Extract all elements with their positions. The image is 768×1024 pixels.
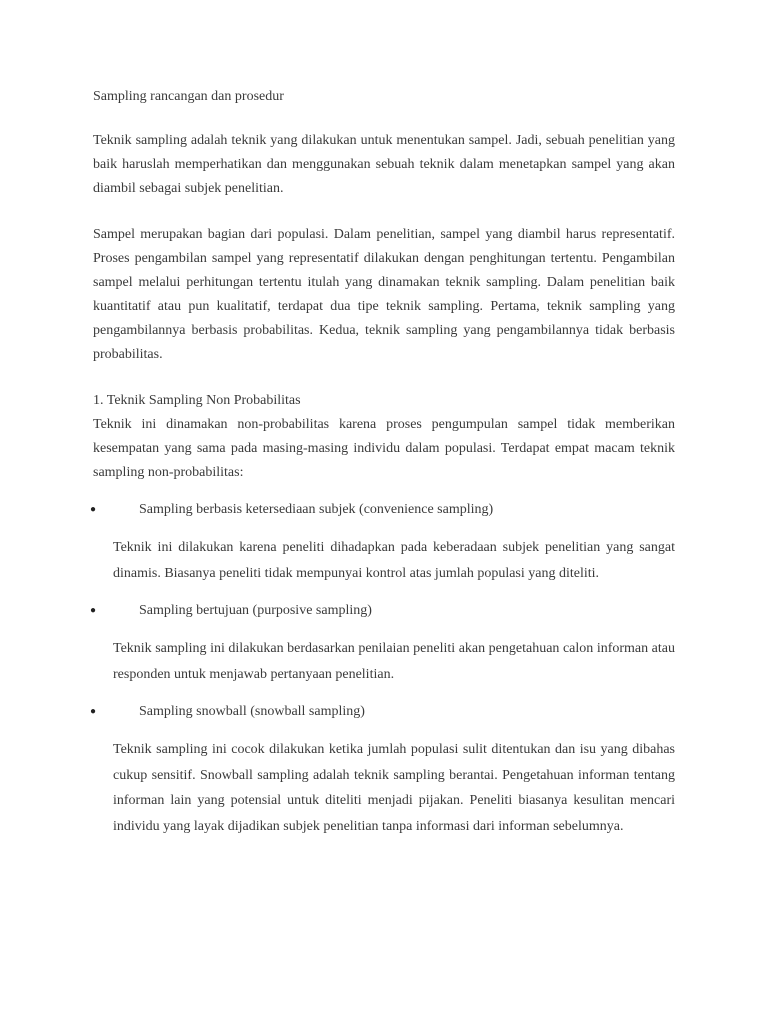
section-intro: Teknik ini dinamakan non-probabilitas karena proses pengumpulan sampel tidak memberikan kesempatan yang sama pada masing-masing individu dalam populasi. Terdapat empat macam teknik sampling non-probabilitas: — [93, 417, 675, 480]
bullet-icon: ● — [89, 605, 97, 616]
list-item-description: Teknik sampling ini cocok dilakukan ketika jumlah populasi sulit ditentukan dan isu yang dibahas cukup sensitif. Snowball sampling adalah teknik sampling berantai. Pengetahuan informan tentang informan lain yang potensial untuk diteliti menjadi pijakan. Peneliti biasanya kesulitan mencari individu yang layak dijadikan subjek penelitian tanpa informasi dari informan sebelumnya. — [113, 742, 675, 834]
list-item-convenience — [89, 499, 675, 521]
bullet-icon: ● — [89, 706, 97, 717]
list-item-label: Sampling berbasis ketersediaan subjek (convenience sampling) — [139, 502, 494, 517]
section-heading: 1. Teknik Sampling Non Probabilitas — [93, 393, 301, 408]
list-item-description: Teknik ini dilakukan karena peneliti dihadapkan pada keberadaan subjek penelitian yang sangat dinamis. Biasanya peneliti tidak mempunyai kontrol atas jumlah populasi yang diteliti. — [113, 540, 675, 581]
list-item-label: Sampling snowball (snowball sampling) — [139, 704, 365, 719]
paragraph-population: Sampel merupakan bagian dari populasi. Dalam penelitian, sampel yang diambil harus representatif. Proses pengambilan sampel yang representatif dilakukan dengan penghitungan tertentu. Pengambilan sampel melalui perhitungan tertentu itulah yang dinamakan teknik sampling. Dalam penelitian baik kuantitatif atau pun kualitatif, terdapat dua tipe teknik sampling. Pertama, teknik sampling yang pengambilannya berbasis probabilitas. Kedua, teknik sampling yang pengambilannya tidak berbasis probabilitas. — [93, 227, 675, 362]
bullet-icon: ● — [89, 504, 97, 515]
document-page — [89, 87, 675, 839]
list-item-purposive — [89, 600, 675, 622]
document-title: Sampling rancangan dan prosedur — [93, 89, 284, 104]
list-item-snowball — [89, 701, 675, 723]
list-item-description: Teknik sampling ini dilakukan berdasarkan penilaian peneliti akan pengetahuan calon informan atau responden untuk menjawab pertanyaan penelitian. — [113, 641, 675, 682]
paragraph-definition: Teknik sampling adalah teknik yang dilakukan untuk menentukan sampel. Jadi, sebuah penelitian yang baik haruslah memperhatikan dan menggunakan sebuah teknik dalam menetapkan sampel yang akan diambil sebagai subjek penelitian. — [93, 133, 675, 196]
list-item-label: Sampling bertujuan (purposive sampling) — [139, 603, 372, 618]
